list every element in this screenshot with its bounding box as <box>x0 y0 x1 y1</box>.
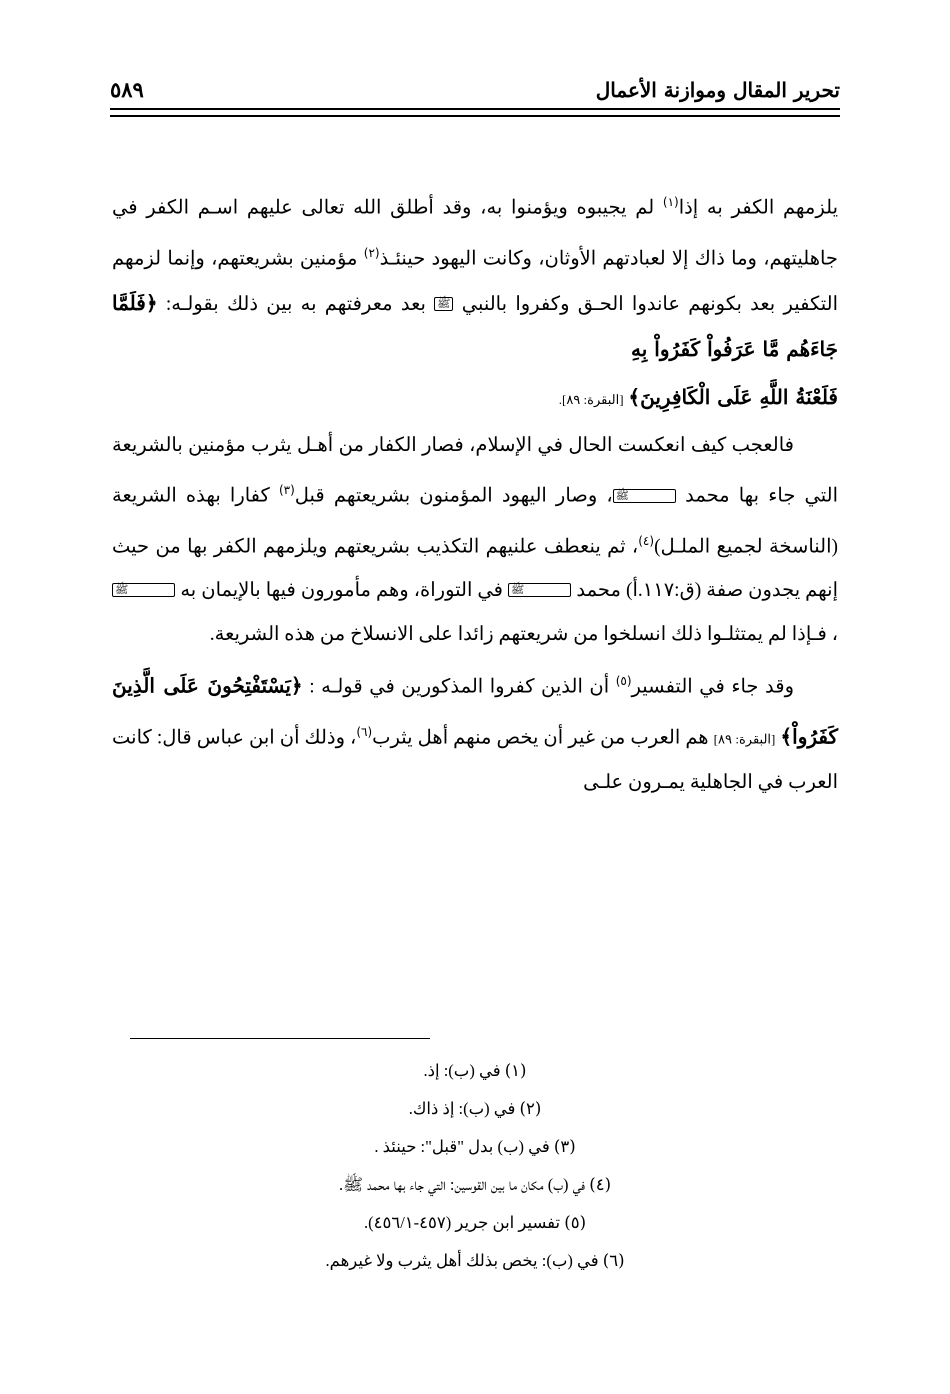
footnote-marker-1: (١) <box>662 195 679 209</box>
prophet-sigla-icon: ﷺ <box>434 297 453 311</box>
text-run: بالنبي <box>453 294 508 315</box>
footnote-text: في (ب): إذ. <box>423 1061 501 1080</box>
text-run: في التوراة، وهم مأمورون فيها بالإيمان به <box>175 580 509 601</box>
text-run: الكفر في جاهليتهم، وما ذاك إلا لعبادتهم الأوثان، وكانت اليهود حينئـذ <box>112 197 838 269</box>
footnote-divider <box>130 1038 430 1039</box>
text-run: فالعجب كيف انعكست الحال في الإسلام، فصار الكفار من أهـل <box>297 435 795 456</box>
prophet-sigla-icon: ﷺ <box>508 583 571 597</box>
footnote-text: في (ب): إذ ذاك. <box>408 1099 516 1118</box>
text-run: محمد <box>571 580 621 601</box>
footnote-item <box>112 1090 838 1128</box>
paragraph-3 <box>112 659 838 805</box>
footnote-marker-3: (٣) <box>278 483 295 497</box>
text-run: قبل <box>294 485 325 507</box>
text-run: ، وصار اليهود المؤمنون بشريعتهم <box>333 485 613 507</box>
quran-citation: [البقرة: ٨٩]. <box>558 392 624 407</box>
footnote-list <box>112 1038 838 1280</box>
quran-verse: فَلَعْنَةُ اللَّهِ عَلَى الْكَافِرِينَ﴾ <box>628 385 838 409</box>
text-run: وقد جاء في التفسير <box>631 676 794 698</box>
text-run: ذلك انسلخوا من شريعتهم زائدا على الانسلاخ من هذه الشريعة. <box>209 624 703 645</box>
text-run: كفارا بهذه الشريعة (الناسخة لجميع الملـل) <box>112 485 838 557</box>
footnote-item <box>112 1128 838 1166</box>
text-run: التكذيب بشريعتهم ويلزمهم الكفر بها من حيث إنهم يجدون صفة (ق:١١٧.أ) <box>112 536 838 601</box>
footnote-number: (٥) <box>564 1213 586 1232</box>
prophet-sigla-icon: ﷺ <box>112 583 175 597</box>
text-run: أن الذين كفروا المذكورين في قولـه : <box>309 676 616 698</box>
footnote-item <box>112 1204 838 1242</box>
text-run: يثرب <box>372 727 413 748</box>
text-run: بعد معرفتهم به بين ذلك بقولـه: <box>157 294 435 315</box>
text-run: هم العرب من غير أن يخص منهم أهل <box>417 727 714 748</box>
footnote-marker-5: (٥) <box>615 674 632 688</box>
quran-verse: ﴿يَسْتَفْتِحُونَ عَلَى الَّذِينَ كَفَرُواْ﴾ <box>112 673 839 748</box>
quran-citation: [البقرة: ٨٩] <box>713 731 776 746</box>
footnote-text: في (ب) مكان ما بين القوسين: التي جاء بها محمد ﷺ. <box>338 1175 586 1194</box>
footnote-number: (٤) <box>589 1175 611 1194</box>
footnote-marker-4: (٤) <box>638 533 655 548</box>
prophet-sigla-icon: ﷺ <box>613 489 676 503</box>
footnotes-section <box>112 1038 838 1280</box>
footnote-marker-6: (٦) <box>356 724 373 739</box>
footnote-text: في (ب) بدل "قبل": حينئذ . <box>374 1137 550 1156</box>
footnote-number: (١) <box>504 1061 527 1080</box>
quran-verse: ﴿فَلَمَّا جَاءَهُم مَّا عَرَفُواْ كَفَرُواْ بِهِ <box>112 291 838 361</box>
footnote-text: تفسير ابن جرير (٤٥٧-٤٥٦/١). <box>364 1213 561 1232</box>
page-number: ٥٨٩ <box>110 77 144 102</box>
text-run: ، فـإذا لم يمتثلـوا <box>706 624 838 645</box>
footnote-text: في (ب): يخص بذلك أهل يثرب ولا غيرهم. <box>325 1251 599 1270</box>
page-header <box>110 68 840 114</box>
footnote-number: (٢) <box>519 1099 542 1118</box>
header-divider <box>110 108 840 117</box>
text-run: مؤمنين بشريعتهم، وإنما لزمهم التكفير بعد بكونهم عاندوا الحـق وكفروا <box>112 248 838 315</box>
text-run: ، وذلك أن ابن عباس قال: كانت العرب في الجاهلية يمـرون علـى <box>112 727 838 793</box>
footnote-item <box>112 1166 838 1204</box>
footnote-marker-2: (٢) <box>363 245 380 260</box>
footnote-number: (٣) <box>553 1137 576 1156</box>
book-title: تحرير المقال وموازنة الأعمال <box>595 78 840 102</box>
text-run: ، ثم ينعطف علنيهم <box>485 536 639 557</box>
text-run: يثرب مؤمنين بالشريعة التي جاء بها محمد <box>112 435 838 507</box>
page-body <box>112 180 838 807</box>
text-run: لم يجيبوه ويؤمنوا به، وقد أطلق الله تعالى عليهم اسـم <box>197 197 663 219</box>
paragraph-2 <box>112 424 838 657</box>
paragraph-1 <box>112 180 838 373</box>
footnote-item <box>112 1242 838 1280</box>
text-run: يلزمهم الكفر به إذا <box>678 197 838 219</box>
footnote-item <box>112 1052 838 1090</box>
footnote-number: (٦) <box>602 1251 625 1270</box>
paragraph-1-verse-tail <box>112 375 838 422</box>
